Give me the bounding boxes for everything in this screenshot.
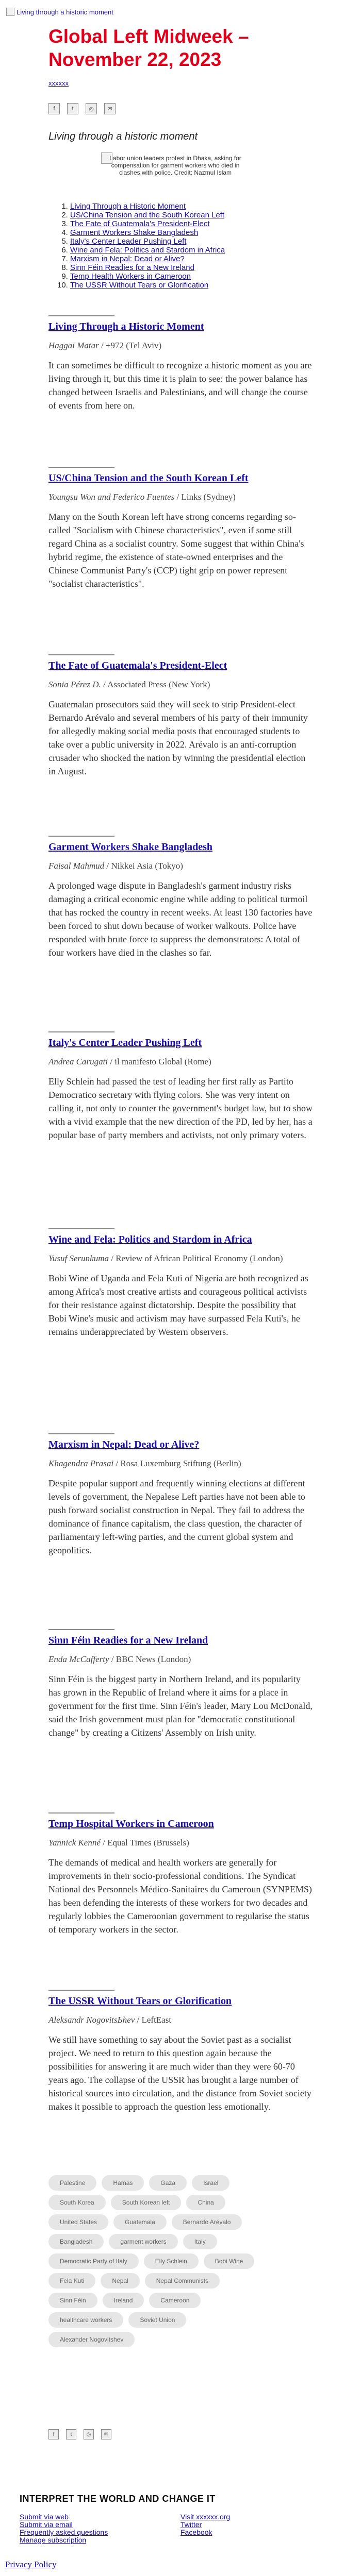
tag[interactable]: Bangladesh	[48, 2234, 104, 2249]
tag[interactable]: Bernardo Arévalo	[172, 2214, 242, 2230]
article-author: Yannick Kenné	[48, 1838, 101, 1848]
tag[interactable]: Soviet Union	[128, 2312, 186, 2328]
article-author: Faisal Mahmud	[48, 861, 105, 871]
toc-link[interactable]: The USSR Without Tears or Glorification	[70, 281, 209, 290]
facebook-link[interactable]: Facebook	[180, 2528, 212, 2536]
divider	[48, 1629, 114, 1630]
toc-link[interactable]: US/China Tension and the South Korean Left	[70, 211, 225, 219]
article-author: Aleksandr NogovitsЬhev	[48, 2015, 135, 2025]
article-source: / LeftEast	[135, 2015, 172, 2025]
tag[interactable]: Democratic Party of Italy	[48, 2253, 139, 2269]
divider	[48, 654, 114, 655]
article-italy-center-leader	[48, 1031, 315, 1142]
tag[interactable]: United States	[48, 2214, 108, 2230]
article-title-link[interactable]: The Fate of Guatemala's President-Elect	[48, 660, 227, 671]
toc-link[interactable]: Garment Workers Shake Bangladesh	[70, 228, 199, 237]
article-body: The demands of medical and health workers are generally for improvements in their socio-professional conditions. The Syndicat National des Personnels Médico-Sanitaires du Cameroun (SYNPEMS) has been defending the interests of these workers for two decades and regularly lobbies the Cameroonian government to regularise the status of temporary workers in the sector.	[48, 1857, 312, 1935]
article-title-link[interactable]: Living Through a Historic Moment	[48, 321, 204, 332]
toc-link[interactable]: Italy's Center Leader Pushing Left	[70, 237, 187, 246]
article-living-through-historic-moment	[48, 315, 315, 412]
tag[interactable]: Alexander Nogovitshev	[48, 2332, 135, 2347]
divider	[48, 1990, 114, 1991]
twitter-icon[interactable]: t	[67, 103, 78, 114]
article-author: Khagendra Prasai	[48, 1459, 114, 1468]
footer-heading: INTERPRET THE WORLD AND CHANGE IT	[20, 2494, 216, 2504]
article-title-link[interactable]: Marxism in Nepal: Dead or Alive?	[48, 1439, 200, 1450]
article-byline	[48, 340, 315, 351]
tag[interactable]: Nepal	[101, 2273, 139, 2289]
article-byline	[48, 1458, 315, 1469]
facebook-icon[interactable]: f	[48, 2429, 59, 2439]
article-wine-and-fela	[48, 1228, 315, 1338]
article-author: Sonia Pérez D.	[48, 680, 101, 689]
tag[interactable]: Palestine	[48, 2175, 96, 2191]
article-author: Andrea Carugati	[48, 1057, 108, 1066]
article-body: Sinn Féin is the biggest party in Northern Ireland, and its popularity has grown in the Republic of Ireland where it aims for a place in government for the first time. Sinn Féin's leader, Mary Lou McDonald, said the Irish government must plan for "democratic constitutional change" by creating a Citizens' Assembly on Irish unity.	[48, 1674, 313, 1738]
divider	[48, 1228, 114, 1229]
article-body: Bobi Wine of Uganda and Fela Kuti of Nigeria are both recognized as among Africa's most creative artists and courageous political activists for their resistance against dictatorship. Despite the possibility that Bobi Wine's music and activism may have surpassed Fela Kuti's, he remains underappreciated by Western observers.	[48, 1273, 308, 1337]
table-of-contents	[57, 202, 225, 290]
article-source: / Links (Sydney)	[174, 492, 236, 502]
article-title-link[interactable]: Temp Hospital Workers in Cameroon	[48, 1818, 214, 1829]
article-body: Guatemalan prosecutors said they will seek to strip President-elect Bernardo Arévalo and several members of his party of their immunity for allegedly making social media posts that encouraged students to take over a public university in 2022. Arévalo is an anti-corruption crusader who shocked the nation by winning the presidential election in August.	[48, 699, 308, 776]
toc-item	[70, 219, 225, 228]
tag-cloud	[48, 2175, 255, 2347]
footer-links	[20, 2513, 308, 2544]
article-title-link[interactable]: Italy's Center Leader Pushing Left	[48, 1037, 202, 1048]
toc-item	[70, 211, 225, 219]
twitter-icon[interactable]: t	[66, 2429, 76, 2439]
toc-item	[70, 281, 225, 290]
article-body: A prolonged wage dispute in Bangladesh's garment industry risks damaging a critical economic engine while adding to political turmoil that has rocked the country in recent weeks. At least 130 factories have been forced to shut down because of worker walkouts. Police have responded with brute force to suppress the demonstrators: A total of four workers have died in the clashes so far.	[48, 880, 313, 958]
toc-item	[70, 272, 225, 281]
article-byline	[48, 2014, 315, 2026]
tag[interactable]: Guatemala	[113, 2214, 167, 2230]
article-source: / BBC News (London)	[109, 1654, 191, 1664]
article-title-link[interactable]: Wine and Fela: Politics and Stardom in Africa	[48, 1234, 252, 1245]
tag[interactable]: Fela Kuti	[48, 2273, 95, 2289]
toc-link[interactable]: Living Through a Historic Moment	[70, 202, 186, 211]
toc-item	[70, 237, 225, 246]
social-icons-top	[48, 103, 116, 114]
visit-site-link[interactable]: Visit xxxxxx.org	[180, 2513, 231, 2521]
divider	[48, 1812, 114, 1814]
toc-item	[70, 228, 225, 237]
tag[interactable]: Hamas	[102, 2175, 144, 2191]
tag[interactable]: South Korea	[48, 2195, 106, 2210]
toc-item	[70, 246, 225, 255]
toc-link[interactable]: The Fate of Guatemala's President-Elect	[70, 219, 210, 228]
article-author: Youngsu Won and Federico Fuentes	[48, 492, 175, 502]
tag[interactable]: Sinn Féin	[48, 2293, 97, 2308]
article-body: It can sometimes be difficult to recognize a historic moment as you are living through it, but this time it is plain to see: the power balance has changed between Israelis and Palestinians, and will change the course of events from here on.	[48, 360, 312, 411]
header-logo-image[interactable]	[6, 6, 151, 18]
hero-caption: Labor union leaders protest in Dhaka, asking for compensation for garment workers who died in clashes with police. Credit: Nazmul Islam	[109, 155, 241, 176]
article-byline	[48, 1654, 315, 1665]
toc-link[interactable]: Marxism in Nepal: Dead or Alive?	[70, 255, 185, 263]
article-author: Yusuf Serunkuma	[48, 1253, 109, 1263]
article-title-link[interactable]: Garment Workers Shake Bangladesh	[48, 841, 212, 853]
toc-item	[70, 263, 225, 272]
tag[interactable]: Cameroon	[149, 2293, 201, 2308]
divider	[48, 1031, 114, 1032]
privacy-policy	[5, 2560, 57, 2570]
broken-image-icon	[6, 8, 14, 16]
divider	[48, 467, 114, 468]
article-title-link[interactable]: Sinn Féin Readies for a New Ireland	[48, 1635, 208, 1646]
tag[interactable]: garment workers	[109, 2234, 177, 2249]
article-body: Many on the South Korean left have strong concerns regarding so-called "Socialism with Chinese characteristics", even if some still regard China as a socialist country. Some suggest that within China's hybrid regime, the existence of state-owned enterprises and the Chinese Communist Party's (CCP) tight grip on power represent "socialist characteristics".	[48, 512, 304, 589]
toc-item	[70, 255, 225, 263]
instagram-icon[interactable]: ◎	[84, 2429, 94, 2439]
article-byline	[48, 1056, 315, 1067]
faq-link[interactable]: Frequently asked questions	[20, 2528, 108, 2536]
toc-item	[70, 202, 225, 211]
article-byline	[48, 679, 315, 690]
tag[interactable]: China	[186, 2195, 225, 2210]
submit-via-web-link[interactable]: Submit via web	[20, 2513, 69, 2521]
article-marxism-in-nepal	[48, 1433, 315, 1557]
submit-via-email-link[interactable]: Submit via email	[20, 2520, 73, 2529]
article-body: We still have something to say about the Soviet past as a socialist project. We need to return to this question again because the possibilities for answering it are much wider than they were 60-70 years ago. The collapse of the USSR has brought a large number of historical sources into circulation, and the distance from Soviet society makes it possible to approach the question less emotionally.	[48, 2035, 311, 2112]
tag[interactable]: Gaza	[149, 2175, 187, 2191]
article-byline	[48, 860, 315, 872]
manage-subscription-link[interactable]: Manage subscription	[20, 2536, 87, 2544]
article-author: Enda McCafferty	[48, 1654, 109, 1664]
article-author: Haggai Matar	[48, 341, 99, 350]
tag[interactable]: Ireland	[103, 2293, 144, 2308]
article-ussr-without-tears	[48, 1990, 315, 2113]
article-us-china-south-korea	[48, 467, 315, 590]
divider	[48, 1433, 114, 1434]
facebook-icon[interactable]: f	[48, 103, 60, 114]
article-source: / Rosa Luxemburg Stiftung (Berlin)	[113, 1459, 241, 1468]
social-icons-bottom	[48, 2429, 111, 2439]
tag[interactable]: Italy	[183, 2234, 217, 2249]
privacy-policy-link[interactable]: Privacy Policy	[5, 2560, 57, 2569]
toc-link[interactable]: Sinn Féin Readies for a New Ireland	[70, 263, 194, 272]
article-temp-hospital-workers-cameroon	[48, 1812, 315, 1936]
tag[interactable]: Elly Schlein	[144, 2253, 199, 2269]
instagram-icon[interactable]: ◎	[86, 103, 97, 114]
newsletter-title: Global Left Midweek – November 22, 2023	[48, 26, 249, 70]
article-byline	[48, 492, 315, 503]
article-byline	[48, 1837, 315, 1849]
article-body: Despite popular support and frequently winning elections at different levels of government, the Nepalese Left parties have not been able to push forward socialist construction in Nepal. They fail to address the dominance of finance capitalism, the class question, the character of parliamentary left-wing parties, and the current global system and geopolitics.	[48, 1478, 305, 1555]
header-logo-alt: Living through a historic moment	[17, 8, 113, 16]
view-in-browser-link[interactable]: xxxxxx	[48, 79, 69, 87]
article-body: Elly Schlein had passed the test of leading her first rally as Partito Democratico secretary with flying colors. She was very intent on calling it, not only to counter the government's budget law, but to show with a vivid example that the new direction of the PD, led by her, has a popular base of party members and activists, not only primary voters.	[48, 1076, 313, 1140]
email-icon[interactable]: ✉	[104, 103, 116, 114]
tag[interactable]: Israel	[192, 2175, 229, 2191]
article-source: / Review of African Political Economy (London)	[108, 1253, 283, 1263]
tag[interactable]: Bobi Wine	[204, 2253, 255, 2269]
article-byline	[48, 1253, 315, 1264]
article-source: / Nikkei Asia (Tokyo)	[104, 861, 183, 871]
article-source: / Associated Press (New York)	[101, 680, 210, 689]
article-title-link[interactable]: US/China Tension and the South Korean Left	[48, 472, 249, 484]
toc-link[interactable]: Temp Health Workers in Cameroon	[70, 272, 191, 281]
tag[interactable]: South Korean left	[111, 2195, 182, 2210]
article-source: / Equal Times (Brussels)	[100, 1838, 189, 1848]
tag[interactable]: Nepal Communists	[145, 2273, 220, 2289]
tag[interactable]: healthcare workers	[48, 2312, 123, 2328]
divider	[48, 836, 114, 837]
article-sinn-fein	[48, 1629, 315, 1739]
divider	[48, 315, 114, 316]
article-source: / il manifesto Global (Rome)	[108, 1057, 211, 1066]
article-guatemala-president-elect	[48, 654, 315, 778]
twitter-link[interactable]: Twitter	[180, 2520, 202, 2529]
article-source: / +972 (Tel Aviv)	[99, 341, 162, 350]
email-icon[interactable]: ✉	[101, 2429, 111, 2439]
article-garment-workers-bangladesh	[48, 836, 315, 959]
article-title-link[interactable]: The USSR Without Tears or Glorification	[48, 1995, 232, 2007]
hero-title: Living through a historic moment	[48, 131, 198, 142]
toc-link[interactable]: Wine and Fela: Politics and Stardom in Africa	[70, 246, 225, 255]
